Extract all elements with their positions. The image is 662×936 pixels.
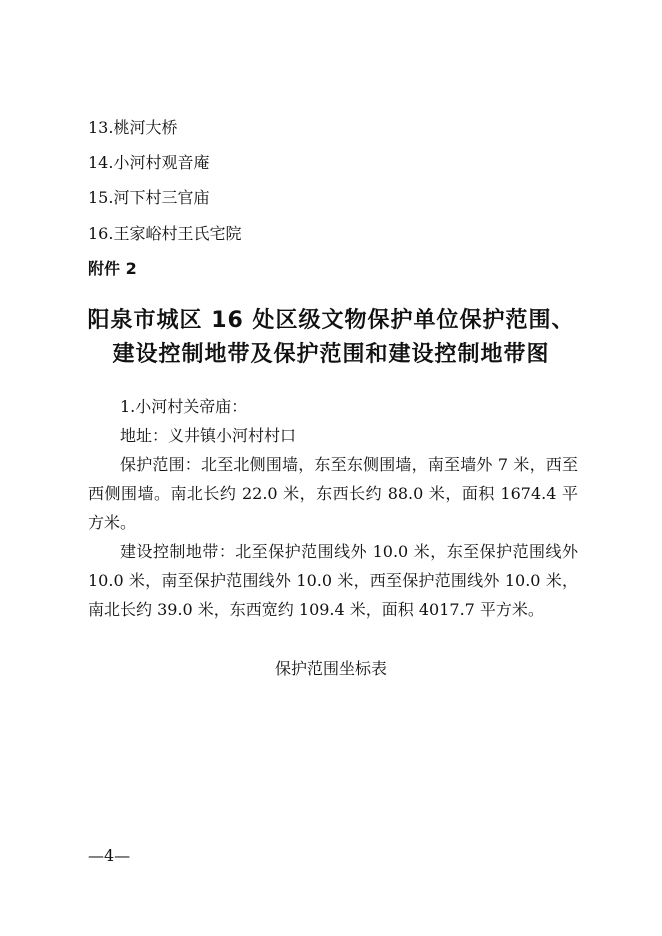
protection-range-paragraph: 保护范围：北至北侧围墙，东至东侧围墙，南至墙外 7 米，西至西侧围墙。南北长约 22.0 米，东西长约 88.0 米，面积 1674.4 平方米。 — [88, 455, 578, 532]
table-caption: 保护范围坐标表 — [274, 659, 387, 678]
attachment-label: 附件 2 — [88, 259, 137, 278]
construction-control-paragraph: 建设控制地带：北至保护范围线外 10.0 米，东至保护范围线外 10.0 米，南至保护范围线外 10.0 米，西至保护范围线外 10.0 米，南北长约 39.0 米，东西宽约 109.4 米，面积 4017.7 平方米。 — [88, 542, 578, 619]
section-heading: 1.小河村关帝庙： — [120, 397, 248, 416]
address-line: 地址：义井镇小河村村口 — [120, 426, 297, 445]
page-number: —4— — [88, 846, 131, 865]
list-item-15: 15.河下村三官庙 — [88, 188, 210, 207]
document-title-line-1: 阳泉市城区 16 处区级文物保护单位保护范围、 — [87, 308, 575, 333]
document-title-line-2: 建设控制地带及保护范围和建设控制地带图 — [112, 342, 550, 367]
list-item-14: 14.小河村观音庵 — [88, 153, 210, 172]
list-item-13: 13.桃河大桥 — [88, 118, 178, 137]
list-item-16: 16.王家峪村王氏宅院 — [88, 224, 242, 243]
